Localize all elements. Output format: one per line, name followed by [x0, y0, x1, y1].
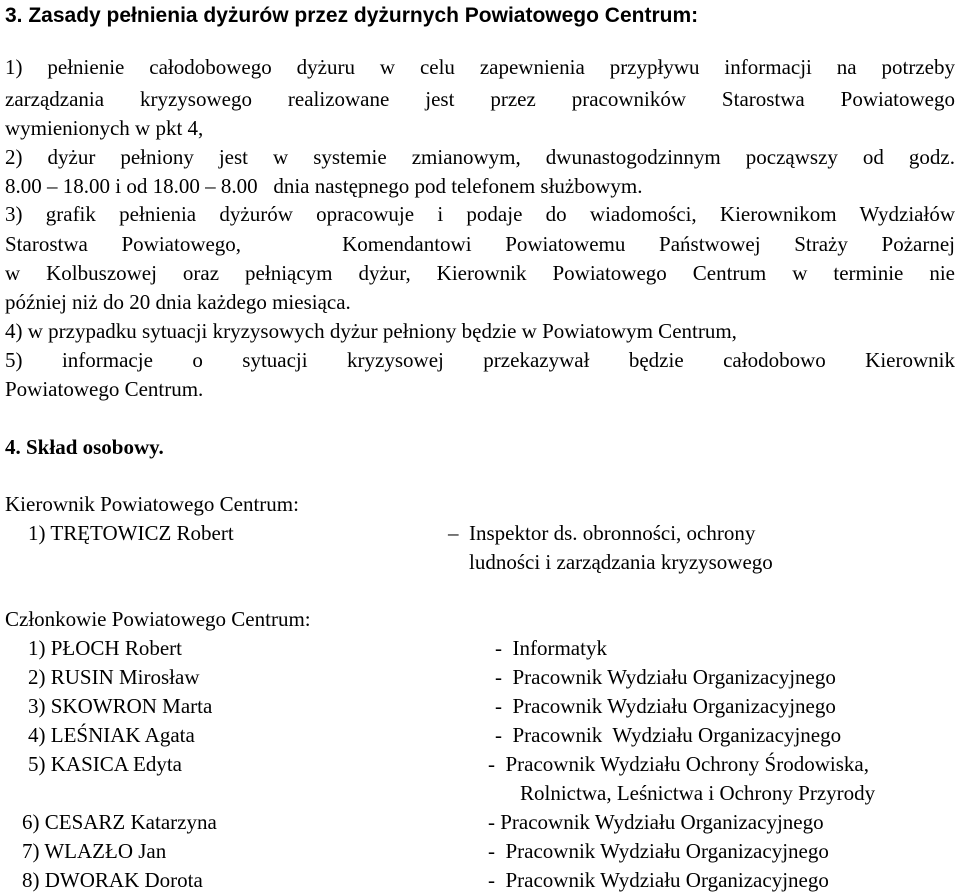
paragraph-line: wymienionych w pkt 4, — [5, 116, 204, 140]
paragraph-line: zarządzania kryzysowego realizowane jest przez pracowników Starostwa Powiatowego — [5, 87, 955, 111]
members-label: Członkowie Powiatowego Centrum: — [5, 607, 311, 631]
member-name: 5) KASICA Edyta — [28, 752, 182, 776]
paragraph-line: 2) dyżur pełniony jest w systemie zmianowym, dwunastogodzinnym począwszy od godz. — [5, 145, 955, 169]
member-name: 1) PŁOCH Robert — [28, 636, 182, 660]
paragraph-line: Powiatowego Centrum. — [5, 377, 204, 401]
member-name: 8) DWORAK Dorota — [22, 868, 203, 892]
paragraph-line: 4) w przypadku sytuacji kryzysowych dyżur pełniony będzie w Powiatowym Centrum, — [5, 319, 737, 343]
member-role: - Pracownik Wydziału Organizacyjnego — [495, 694, 836, 718]
member-name: 4) LEŚNIAK Agata — [28, 723, 195, 747]
paragraph-line: 8.00 – 18.00 i od 18.00 – 8.00 dnia następnego pod telefonem służbowym. — [5, 174, 643, 198]
member-name: 6) CESARZ Katarzyna — [22, 810, 217, 834]
member-role: - Pracownik Wydziału Organizacyjnego — [495, 723, 842, 747]
member-role: - Pracownik Wydziału Ochrony Środowiska, — [488, 752, 869, 776]
member-role: - Pracownik Wydziału Organizacyjnego — [488, 810, 824, 834]
paragraph-line: 5) informacje o sytuacji kryzysowej przekazywał będzie całodobowo Kierownik — [5, 348, 955, 372]
member-name: 2) RUSIN Mirosław — [28, 665, 200, 689]
member-role-continued: Rolnictwa, Leśnictwa i Ochrony Przyrody — [520, 781, 876, 805]
paragraph-line: 3) grafik pełnienia dyżurów opracowuje i podaje do wiadomości, Kierownikom Wydziałów — [5, 202, 955, 226]
paragraph-line: Starostwa Powiatowego, Komendantowi Powiatowemu Państwowej Straży Pożarnej — [5, 232, 955, 256]
member-role: - Pracownik Wydziału Organizacyjnego — [488, 868, 829, 892]
member-name: 7) WLAZŁO Jan — [22, 839, 167, 863]
head-role: – Inspektor ds. obronności, ochrony — [448, 521, 756, 545]
member-role: - Informatyk — [495, 636, 607, 660]
member-name: 3) SKOWRON Marta — [28, 694, 213, 718]
member-role: - Pracownik Wydziału Organizacyjnego — [495, 665, 836, 689]
head-name: 1) TRĘTOWICZ Robert — [28, 521, 234, 545]
member-role: - Pracownik Wydziału Organizacyjnego — [488, 839, 829, 863]
paragraph-line: w Kolbuszowej oraz pełniącym dyżur, Kierownik Powiatowego Centrum w terminie nie — [5, 261, 955, 285]
paragraph-line: 1) pełnienie całodobowego dyżuru w celu zapewnienia przypływu informacji na potrzeby — [5, 55, 955, 79]
paragraph-line: później niż do 20 dnia każdego miesiąca. — [5, 290, 351, 314]
head-role-continued: ludności i zarządzania kryzysowego — [469, 550, 773, 574]
section-4-heading: 4. Skład osobowy. — [5, 435, 164, 459]
section-3-heading: 3. Zasady pełnienia dyżurów przez dyżurnych Powiatowego Centrum: — [5, 4, 699, 27]
head-label: Kierownik Powiatowego Centrum: — [5, 492, 299, 516]
